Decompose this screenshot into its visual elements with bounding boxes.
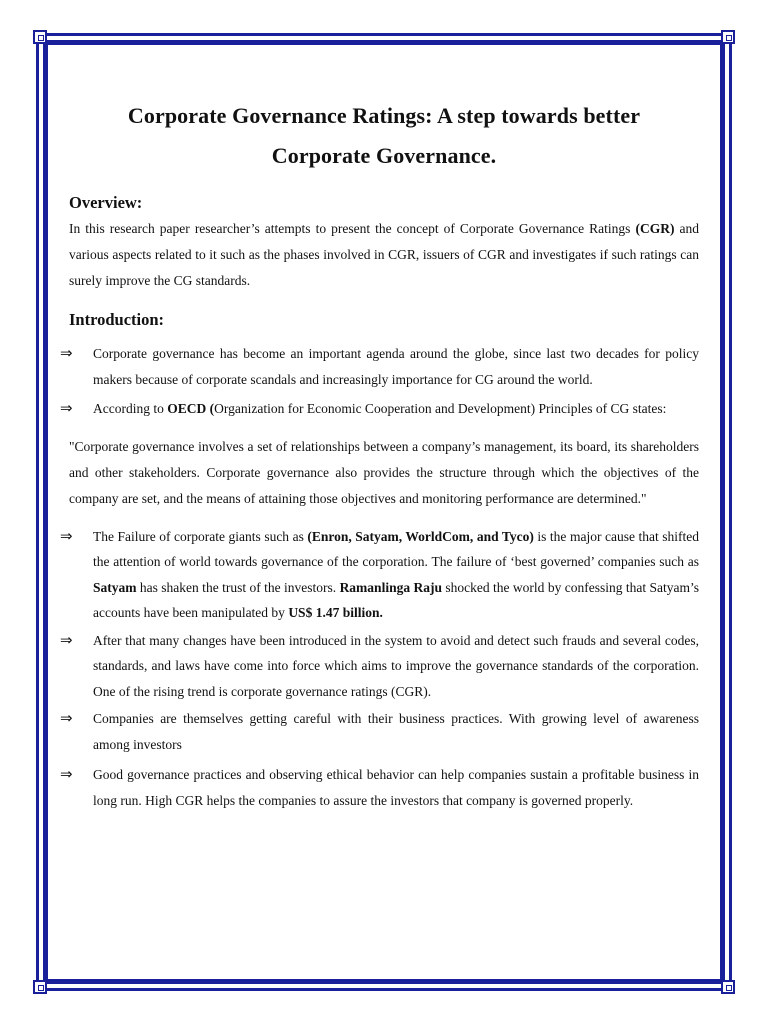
list-item (60, 762, 699, 813)
oecd-quote: "Corporate governance involves a set of relationships between a company’s management, its board, its shareholders and other stakeholders. Corporate governance also provides the structure through which the objectives of the company are set, and the means of attaining those objectives and monitoring performance are determined." (69, 438, 699, 506)
double-arrow-icon: ⇒ (60, 399, 73, 417)
introduction-heading: Introduction: (69, 310, 165, 329)
document-title (69, 96, 699, 176)
overview-paragraph (69, 216, 699, 294)
double-arrow-icon: ⇒ (60, 526, 73, 545)
list-item (60, 524, 699, 626)
raju-bold: Ramanlinga Raju (339, 579, 442, 595)
list-item (60, 628, 699, 705)
title-line-1: Corporate Governance Ratings: A step towards better (127, 103, 641, 128)
corner-ornament-bottom-right (721, 980, 735, 994)
list-item-text: Corporate governance has become an important agenda around the globe, since last two decades for policy makers because of corporate scandals and increasingly importance for CG around the world. (93, 346, 699, 387)
introduction-list-continued (60, 524, 699, 814)
satyam-bold: Satyam (93, 579, 137, 595)
list-item (60, 396, 699, 422)
list-item-text: After that many changes have been introduced in the system to avoid and detect such frauds and several codes, standards, and laws have come into force which aims to improve the governance standards of the corporation. One of the rising trend is corporate governance ratings (CGR). (93, 632, 699, 699)
oecd-bold: OECD ( (167, 401, 215, 416)
double-arrow-icon: ⇒ (60, 765, 73, 783)
overview-text-b: and various aspects related to it such as the phases involved in CGR, issuers of CGR and investigates if such ratings can surely improve the CG standards. (69, 221, 699, 288)
list-item-text: Organization for Economic Cooperation and Development) Principles of CG states: (214, 401, 667, 416)
corner-ornament-bottom-left (33, 980, 47, 994)
document-body (60, 96, 699, 813)
list-item (60, 706, 699, 757)
list-item-text: According to (93, 401, 168, 416)
corner-ornament-top-left (33, 30, 47, 44)
double-arrow-icon: ⇒ (60, 709, 73, 727)
list-item-text: Companies are themselves getting careful with their business practices. With growing level of awareness among investors (93, 711, 699, 752)
amount-bold: US$ 1.47 billion. (288, 605, 383, 620)
double-arrow-icon: ⇒ (60, 344, 73, 362)
companies-bold: (Enron, Satyam, WorldCom, and Tyco) (307, 528, 534, 544)
overview-cgr-bold: (CGR) (635, 221, 675, 236)
list-item-text: The Failure of corporate giants such as (93, 528, 308, 544)
list-item (60, 341, 699, 392)
list-item-text: shocked the world by confessing that Satyam’s accounts have been manipulated by (93, 579, 699, 620)
overview-text-a: In this research paper researcher’s attempts to present the concept of Corporate Governance Ratings (69, 221, 631, 236)
list-item-text: Good governance practices and observing ethical behavior can help companies sustain a profitable business in long run. High CGR helps the companies to assure the investors that company is governed properly. (93, 767, 699, 808)
double-arrow-icon: ⇒ (60, 630, 73, 649)
list-item-text: is the major cause that shifted the attention of world towards governance of the corporation. The failure of ‘best governed’ companies such as (93, 528, 699, 569)
introduction-list (60, 341, 699, 422)
corner-ornament-top-right (721, 30, 735, 44)
overview-heading: Overview: (69, 193, 143, 212)
title-line-2: Corporate Governance. (271, 143, 497, 168)
list-item-text: has shaken the trust of the investors. (136, 579, 340, 595)
